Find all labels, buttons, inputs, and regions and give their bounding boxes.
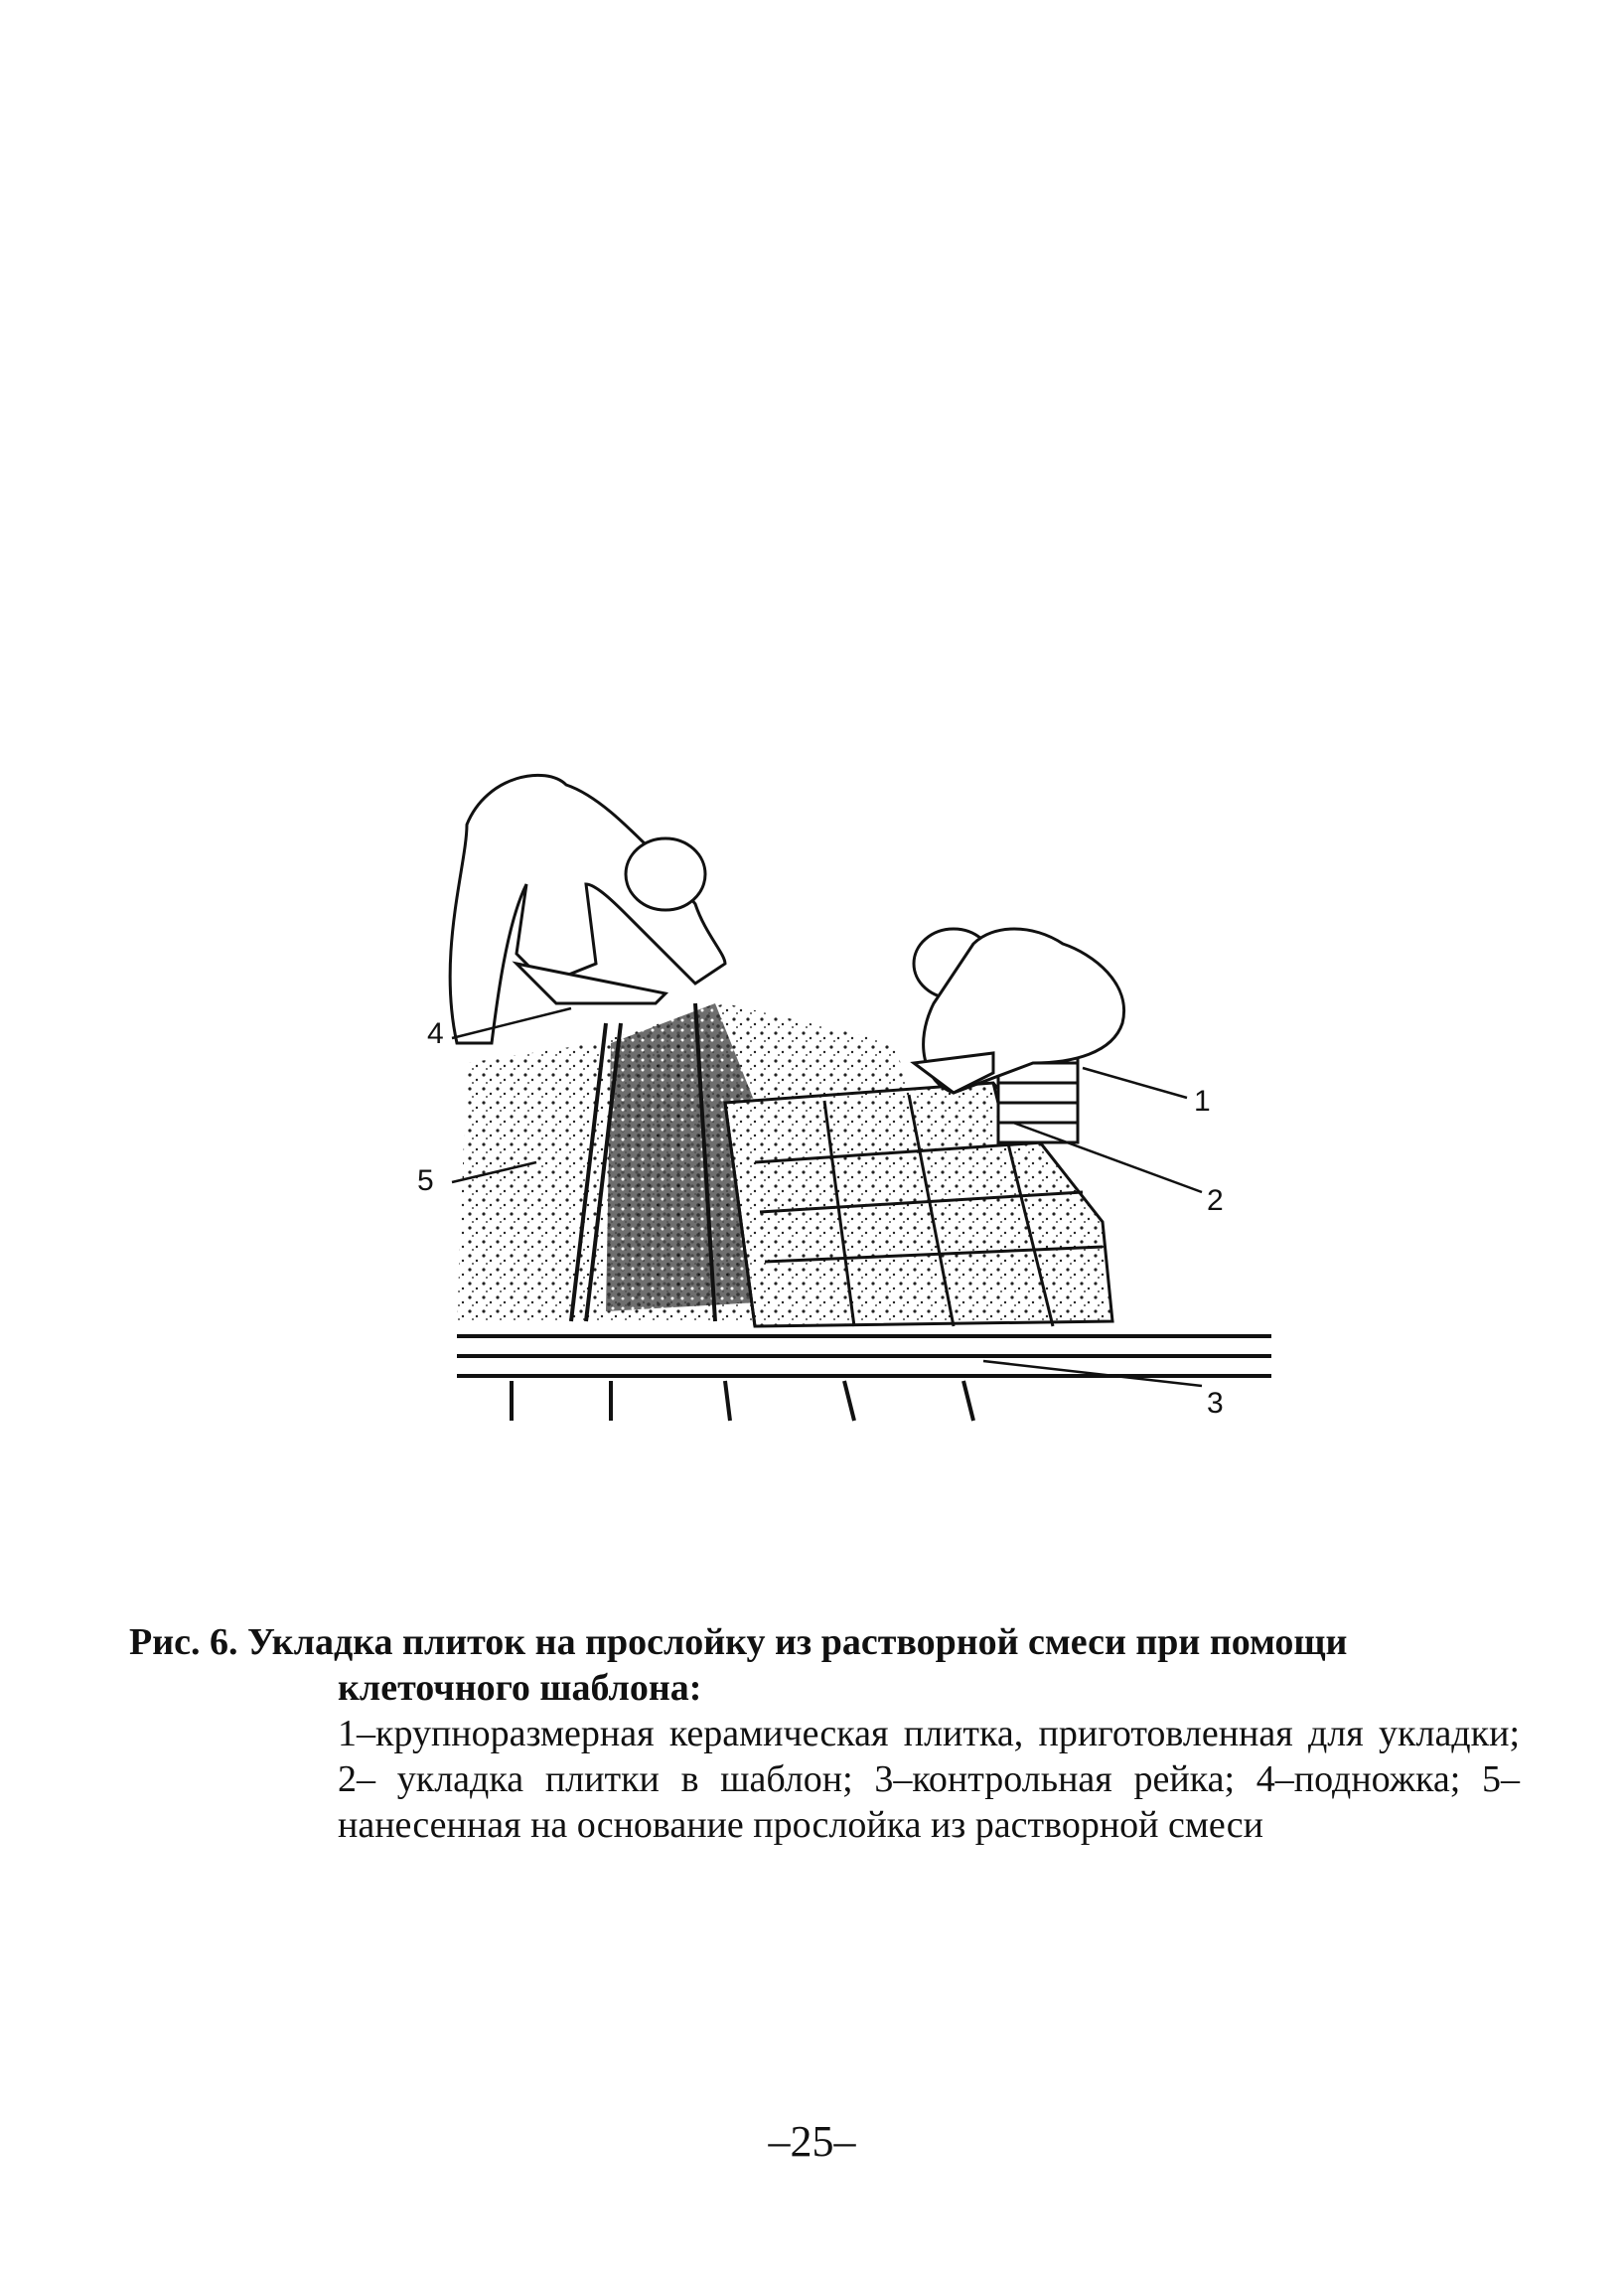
tile-laying-drawing xyxy=(397,626,1291,1520)
worker-standing xyxy=(450,775,725,1043)
figure-caption xyxy=(129,1619,1520,1848)
callout-2: 2 xyxy=(1207,1184,1224,1217)
callout-1: 1 xyxy=(1194,1085,1211,1118)
caption-prefix: Рис. 6. xyxy=(129,1621,238,1663)
figure-illustration xyxy=(397,626,1291,1520)
caption-title-line1 xyxy=(129,1619,1520,1665)
callout-4: 4 xyxy=(427,1017,444,1050)
caption-title-text: Укладка плиток на прослойку из растворной смеси при помощи xyxy=(246,1621,1348,1663)
control-rail xyxy=(457,1336,1271,1421)
page-number: –25– xyxy=(768,2117,856,2166)
caption-legend: 1–крупноразмерная керамическая плитка, приготовленная для укладки; 2– укладка плитки в шаблон; 3–контрольная рейка; 4–подножка; 5–нанесенная на основание прослойка из растворной смеси xyxy=(338,1713,1520,1846)
callout-3: 3 xyxy=(1207,1387,1224,1420)
callout-5: 5 xyxy=(417,1164,434,1197)
worker-kneeling xyxy=(914,929,1124,1093)
caption-title-line2: клеточного шаблона: xyxy=(338,1667,702,1709)
